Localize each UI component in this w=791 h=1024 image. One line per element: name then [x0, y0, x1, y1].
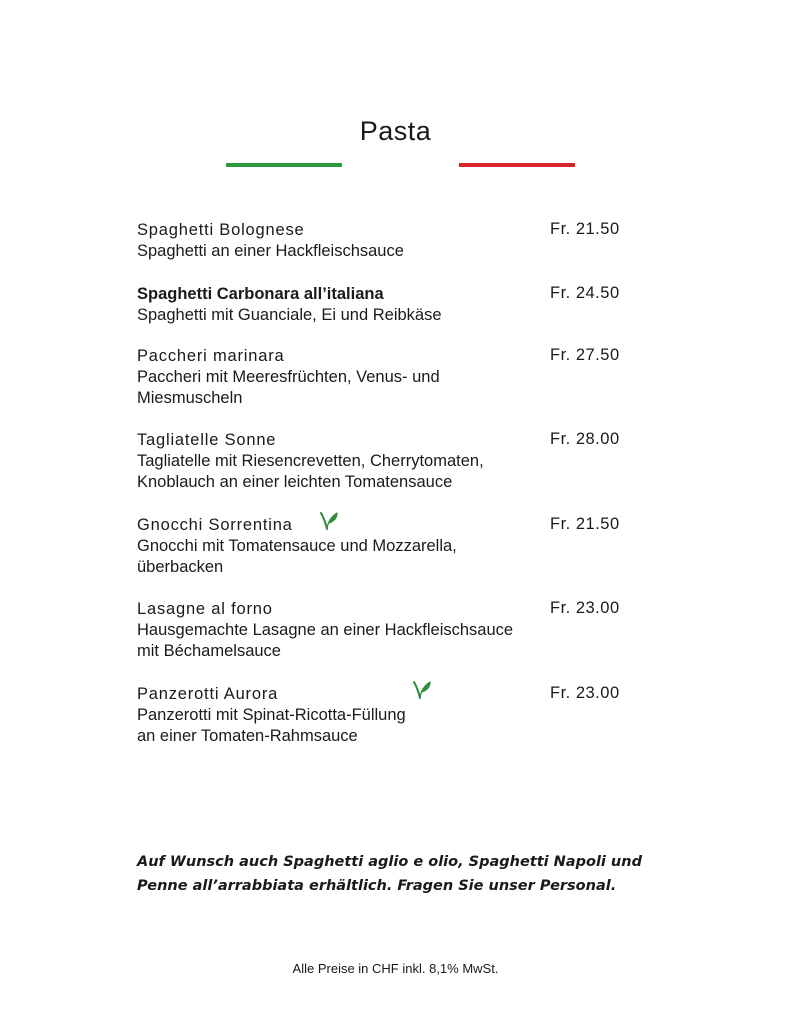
italian-flag-green-bar — [226, 163, 342, 167]
dish-price: Fr. 23.00 — [550, 684, 620, 702]
dish-description: Spaghetti mit Guanciale, Ei und Reibkäse — [137, 306, 442, 324]
dish-price: Fr. 28.00 — [550, 430, 620, 448]
dish-description: Panzerotti mit Spinat-Ricotta-Füllung an einer Tomaten-Rahmsauce — [137, 706, 406, 745]
dish-name: Tagliatelle Sonne — [137, 431, 277, 449]
italian-flag-red-bar — [459, 163, 575, 167]
dish-description: Paccheri mit Meeresfrüchten, Venus- und Miesmuscheln — [137, 368, 440, 407]
dish-name: Spaghetti Carbonara all’italiana — [137, 285, 384, 303]
dish-price: Fr. 21.50 — [550, 220, 620, 238]
dish-description: Spaghetti an einer Hackfleischsauce — [137, 242, 404, 260]
availability-note: Auf Wunsch auch Spaghetti aglio e olio, Spaghetti Napoli und Penne all’arrabbiata erhältlich. Fragen Sie unser Personal. — [137, 854, 642, 894]
dish-description: Tagliatelle mit Riesencrevetten, Cherrytomaten, Knoblauch an einer leichten Tomatensauce — [137, 452, 484, 491]
dish-name: Paccheri marinara — [137, 347, 285, 365]
dish-price: Fr. 24.50 — [550, 284, 620, 302]
dish-description: Gnocchi mit Tomatensauce und Mozzarella, überbacken — [137, 537, 457, 576]
price-footer: Alle Preise in CHF inkl. 8,1% MwSt. — [292, 961, 499, 976]
dish-name: Gnocchi Sorrentina — [137, 516, 293, 534]
vegetarian-leaf-icon — [411, 679, 433, 701]
dish-name: Panzerotti Aurora — [137, 685, 279, 703]
dish-price: Fr. 21.50 — [550, 515, 620, 533]
dish-name: Lasagne al forno — [137, 600, 273, 618]
dish-name: Spaghetti Bolognese — [137, 221, 305, 239]
dish-price: Fr. 27.50 — [550, 346, 620, 364]
dish-description: Hausgemachte Lasagne an einer Hackfleischsauce mit Béchamelsauce — [137, 621, 514, 660]
page-title: Pasta — [359, 116, 432, 146]
dish-price: Fr. 23.00 — [550, 599, 620, 617]
vegetarian-leaf-icon — [318, 510, 340, 532]
